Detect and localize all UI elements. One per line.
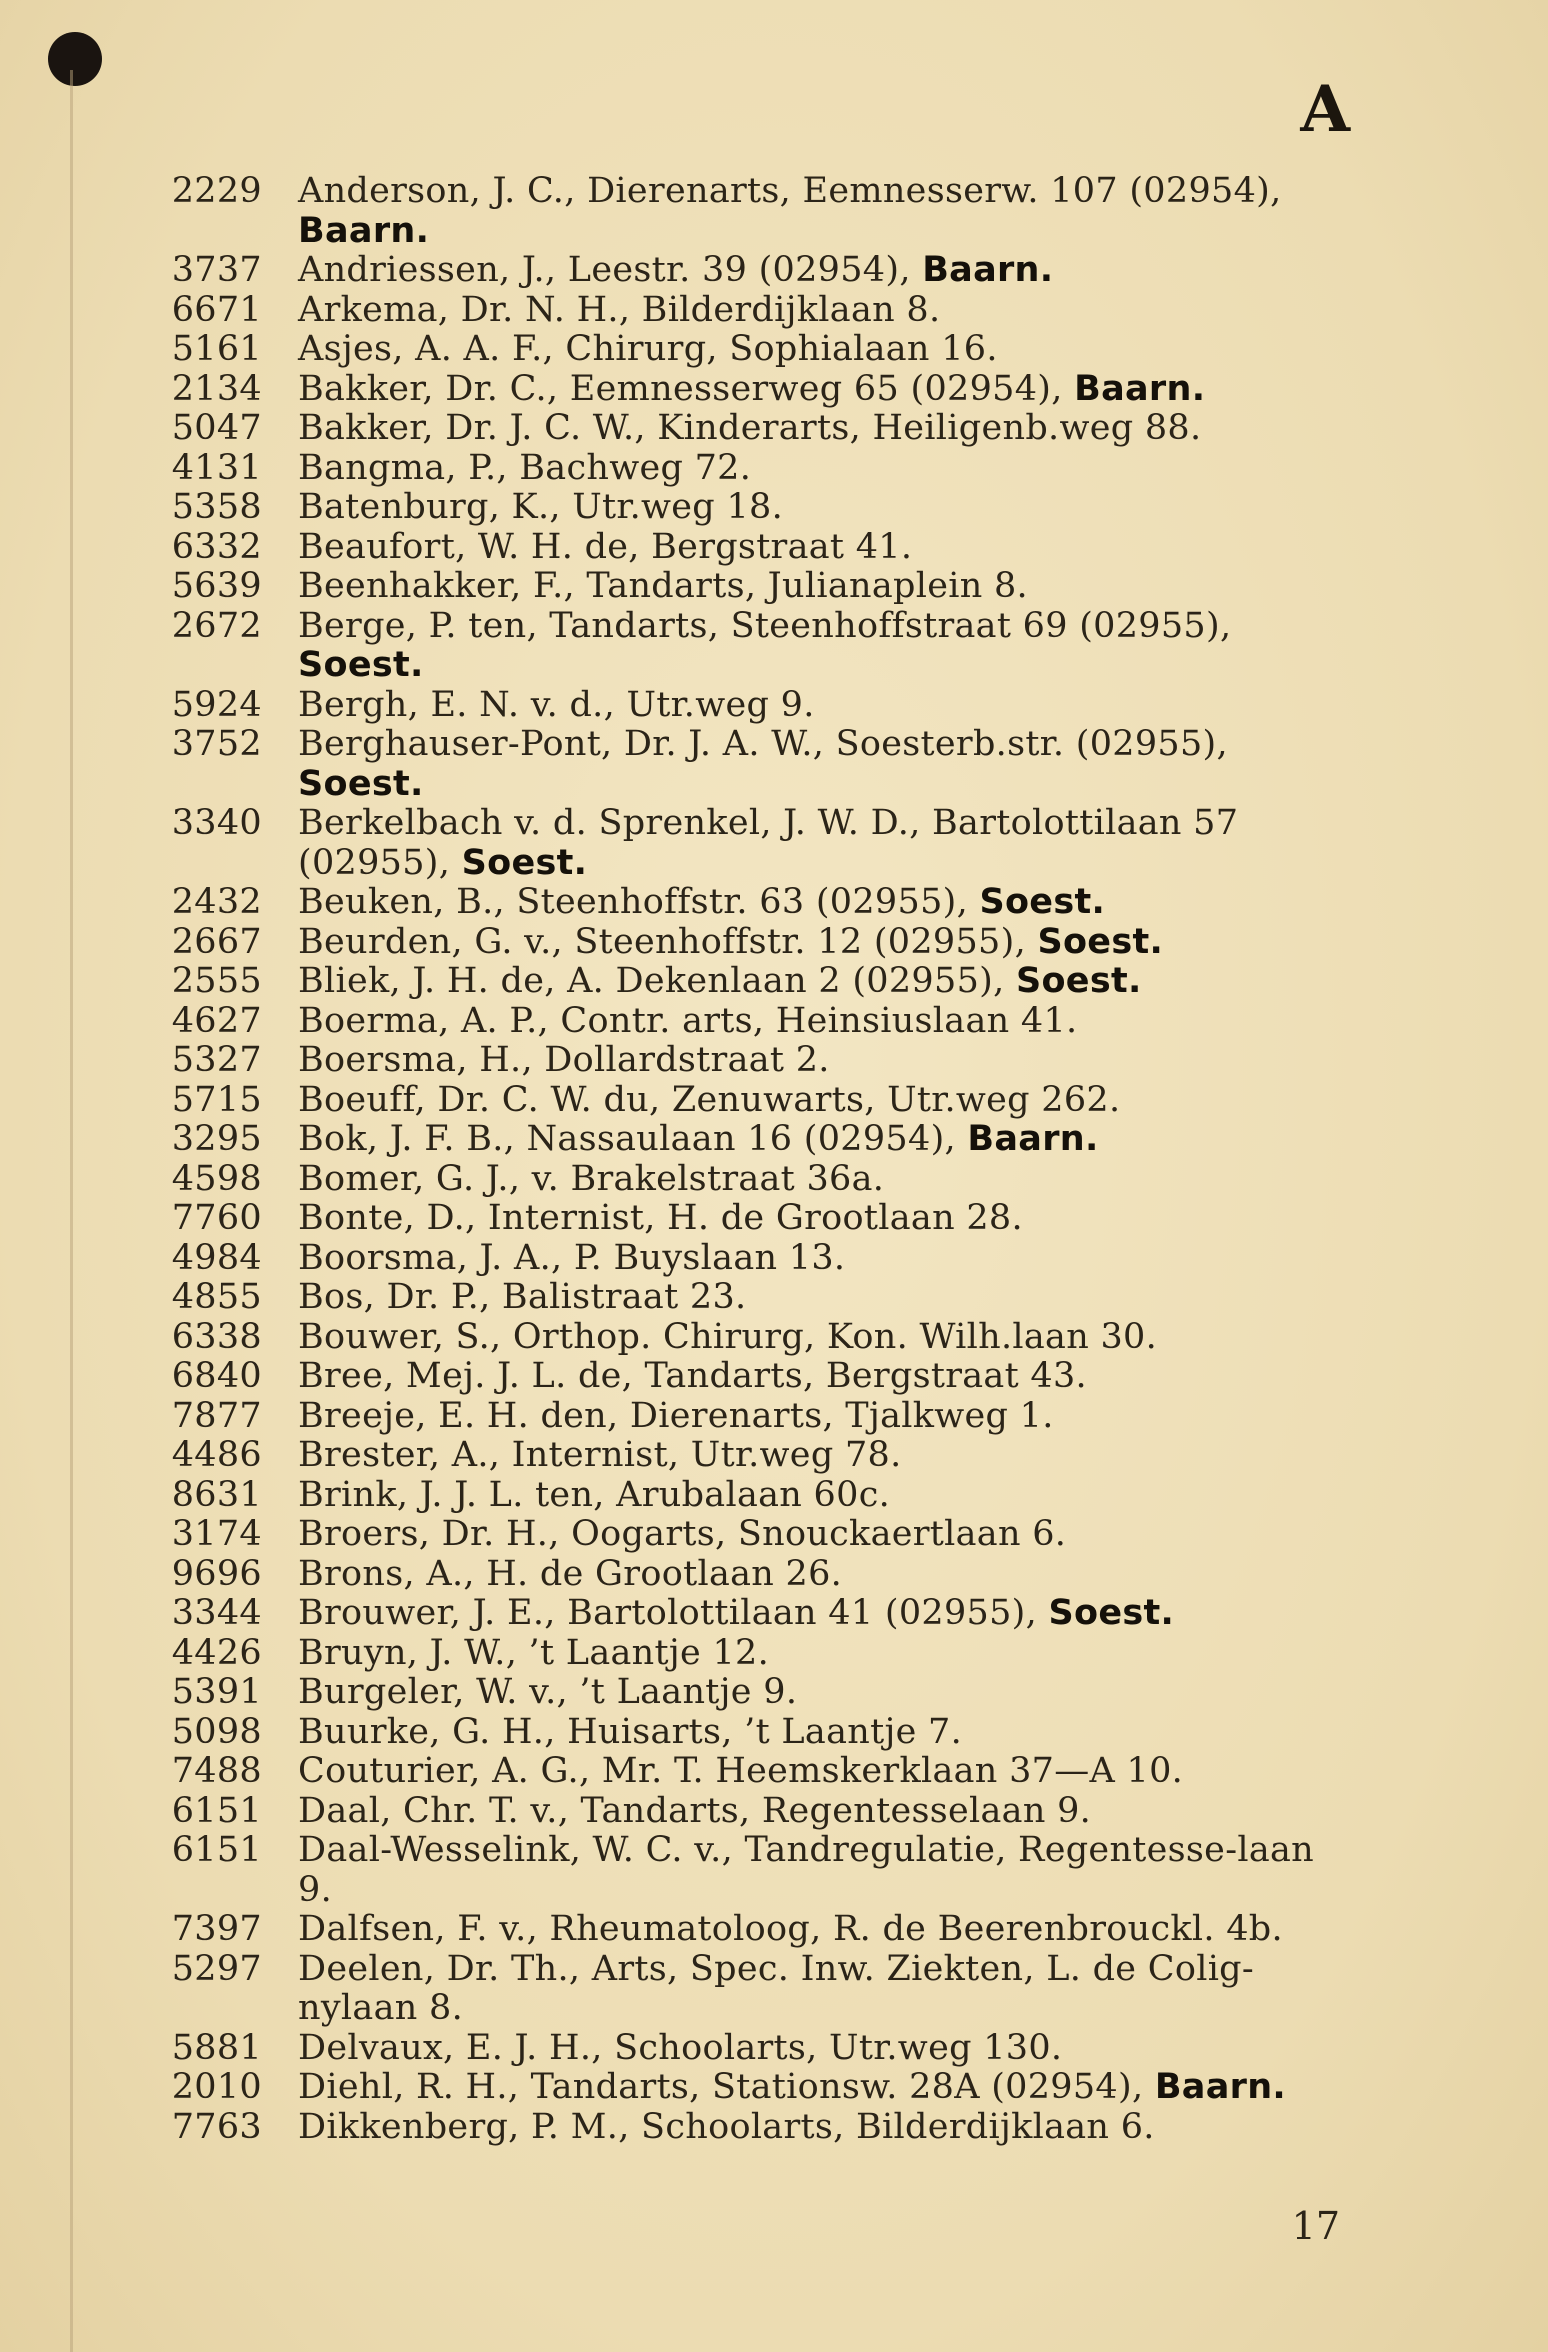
entry-number: 3174 — [171, 1514, 262, 1554]
list-item — [166, 1160, 1356, 1200]
entry-number: 9696 — [171, 1553, 262, 1594]
list-item — [166, 1278, 1356, 1318]
entry-text: Bok, J. F. B., Nassaulaan 16 (02954), — [298, 1119, 956, 1159]
list-item — [166, 1239, 1356, 1279]
entry-text: Batenburg, K., Utr.weg 18. — [298, 487, 783, 527]
entry-text: Brink, J. J. L. ten, Arubalaan 60c. — [298, 1474, 891, 1515]
entry-number: 2134 — [171, 368, 262, 409]
list-item — [166, 528, 1356, 568]
entry-text: Andriessen, J., Leestr. 39 (02954), — [298, 250, 911, 290]
list-item — [166, 409, 1356, 449]
entry-number: 4426 — [171, 1632, 262, 1673]
entry-number: 4984 — [171, 1237, 262, 1278]
entry-number: 6338 — [171, 1316, 262, 1357]
entry-place: Baarn. — [1074, 368, 1206, 409]
entry-number: 5391 — [171, 1672, 262, 1712]
entry-number: 4486 — [171, 1435, 262, 1475]
list-item — [166, 1634, 1356, 1674]
entry-number: 8631 — [171, 1474, 262, 1515]
entry-number: 6151 — [171, 1830, 262, 1870]
list-item — [166, 1318, 1356, 1358]
entry-number: 3340 — [171, 803, 262, 843]
entry-text: Bakker, Dr. J. C. W., Kinderarts, Heiligenb.weg 88. — [298, 408, 1202, 448]
entry-number: 5358 — [171, 487, 262, 527]
list-item — [166, 1950, 1356, 2029]
list-item — [166, 1041, 1356, 1081]
list-item — [166, 1081, 1356, 1121]
list-item — [166, 883, 1356, 923]
binding-fold-line — [70, 70, 73, 2352]
entry-text: Broers, Dr. H., Oogarts, Snouckaertlaan 6. — [298, 1514, 1067, 1554]
directory-entries — [166, 172, 1356, 2147]
entry-number: 4598 — [171, 1158, 262, 1199]
entry-text: Arkema, Dr. N. H., Bilderdijklaan 8. — [298, 289, 941, 330]
entry-text: Bos, Dr. P., Balistraat 23. — [298, 1277, 747, 1317]
entry-text: Delvaux, E. J. H., Schoolarts, Utr.weg 130. — [298, 2027, 1063, 2068]
section-letter: A — [1300, 72, 1350, 147]
list-item — [166, 370, 1356, 410]
entry-text: Beenhakker, F., Tandarts, Julianaplein 8. — [298, 566, 1028, 606]
entry-place: Soest. — [1015, 961, 1142, 1001]
list-item — [166, 804, 1356, 883]
list-item — [166, 1910, 1356, 1950]
entry-number: 4855 — [171, 1277, 262, 1317]
list-item — [166, 1357, 1356, 1397]
binding-hole — [48, 32, 102, 86]
entry-number: 3752 — [171, 724, 262, 764]
entry-text: Bonte, D., Internist, H. de Grootlaan 28. — [298, 1198, 1023, 1238]
entry-place: Soest. — [979, 882, 1106, 922]
list-item — [166, 488, 1356, 528]
entry-number: 4627 — [171, 1000, 262, 1041]
entry-text: Dikkenberg, P. M., Schoolarts, Bilderdijklaan 6. — [298, 2106, 1155, 2147]
list-item — [166, 1673, 1356, 1713]
entry-number: 5639 — [171, 566, 262, 606]
entry-number: 5924 — [171, 684, 262, 725]
entry-text: Beurden, G. v., Steenhoffstr. 12 (02955), — [298, 921, 1027, 962]
list-item — [166, 1476, 1356, 1516]
list-item — [166, 1752, 1356, 1792]
list-item — [166, 1713, 1356, 1753]
entry-number: 2010 — [171, 2067, 262, 2107]
entry-text: Bakker, Dr. C., Eemnesserweg 65 (02954), — [298, 368, 1063, 409]
list-item — [166, 2029, 1356, 2069]
entry-number: 7397 — [171, 1909, 262, 1949]
entry-text: Daal, Chr. T. v., Tandarts, Regentesselaan 9. — [298, 1790, 1092, 1831]
entry-number: 7763 — [171, 2106, 262, 2147]
entry-text: Brester, A., Internist, Utr.weg 78. — [298, 1435, 902, 1475]
entry-place: Baarn. — [922, 250, 1054, 290]
list-item — [166, 1120, 1356, 1160]
entry-text: Diehl, R. H., Tandarts, Stationsw. 28A (02954), — [298, 2067, 1144, 2107]
entry-text: Brons, A., H. de Grootlaan 26. — [298, 1553, 843, 1594]
entry-text: Couturier, A. G., Mr. T. Heemskerklaan 37—A 10. — [298, 1751, 1184, 1791]
entry-number: 7877 — [171, 1395, 262, 1436]
entry-number: 3295 — [171, 1119, 262, 1159]
list-item — [166, 1002, 1356, 1042]
entry-text: Boersma, H., Dollardstraat 2. — [298, 1040, 830, 1080]
list-item — [166, 725, 1356, 804]
list-item — [166, 330, 1356, 370]
entry-text: Deelen, Dr. Th., Arts, Spec. Inw. Ziekten, L. de Colig-nylaan 8. — [298, 1948, 1255, 2028]
entry-number: 3737 — [171, 250, 262, 290]
list-item — [166, 1397, 1356, 1437]
entry-number: 2672 — [171, 605, 262, 646]
list-item — [166, 923, 1356, 963]
entry-text: Bliek, J. H. de, A. Dekenlaan 2 (02955), — [298, 961, 1005, 1001]
list-item — [166, 1594, 1356, 1634]
entry-number: 5881 — [171, 2027, 262, 2068]
entry-text: Anderson, J. C., Dierenarts, Eemnesserw. 107 (02954), — [298, 171, 1282, 211]
list-item — [166, 567, 1356, 607]
entry-number: 5715 — [171, 1079, 262, 1120]
entry-text: Beuken, B., Steenhoffstr. 63 (02955), — [298, 882, 969, 922]
list-item — [166, 1515, 1356, 1555]
entry-number: 6671 — [171, 289, 262, 330]
page-number: 17 — [1291, 2204, 1340, 2248]
entry-number: 6840 — [171, 1356, 262, 1396]
list-item — [166, 2108, 1356, 2148]
entry-place: Baarn. — [298, 210, 430, 251]
entry-place: Soest. — [461, 842, 588, 883]
entry-number: 5098 — [171, 1711, 262, 1752]
entry-number: 3344 — [171, 1593, 262, 1633]
entry-text: Burgeler, W. v., ’t Laantje 9. — [298, 1672, 798, 1712]
entry-place: Baarn. — [967, 1119, 1099, 1159]
entry-text: Berghauser-Pont, Dr. J. A. W., Soesterb.str. (02955), — [298, 724, 1228, 764]
entry-number: 5327 — [171, 1040, 262, 1080]
entry-number: 2229 — [171, 171, 262, 211]
entry-text: Boorsma, J. A., P. Buyslaan 13. — [298, 1237, 846, 1278]
list-item — [166, 607, 1356, 686]
list-item — [166, 1831, 1356, 1910]
entry-text: Berkelbach v. d. Sprenkel, J. W. D., Bartolottilaan 57 (02955), — [298, 803, 1239, 883]
entry-text: Boeuff, Dr. C. W. du, Zenuwarts, Utr.weg 262. — [298, 1079, 1121, 1120]
entry-text: Beaufort, W. H. de, Bergstraat 41. — [298, 526, 913, 567]
entry-text: Bangma, P., Bachweg 72. — [298, 447, 752, 488]
list-item — [166, 1199, 1356, 1239]
entry-number: 5161 — [171, 329, 262, 369]
entry-number: 7488 — [171, 1751, 262, 1791]
entry-number: 6151 — [171, 1790, 262, 1831]
list-item — [166, 449, 1356, 489]
entry-text: Dalfsen, F. v., Rheumatoloog, R. de Beerenbrouckl. 4b. — [298, 1909, 1283, 1949]
list-item — [166, 172, 1356, 251]
entry-text: Bomer, G. J., v. Brakelstraat 36a. — [298, 1158, 885, 1199]
entry-number: 5047 — [171, 408, 262, 448]
list-item — [166, 962, 1356, 1002]
entry-number: 7760 — [171, 1198, 262, 1238]
entry-number: 2667 — [171, 921, 262, 962]
list-item — [166, 291, 1356, 331]
entry-text: Asjes, A. A. F., Chirurg, Sophialaan 16. — [298, 329, 998, 369]
entry-place: Baarn. — [1154, 2067, 1287, 2107]
entry-number: 5297 — [171, 1948, 262, 1989]
entry-number: 4131 — [171, 447, 262, 488]
list-item — [166, 251, 1356, 291]
list-item — [166, 1555, 1356, 1595]
entry-text: Breeje, E. H. den, Dierenarts, Tjalkweg 1. — [298, 1395, 1054, 1436]
entry-text: Bergh, E. N. v. d., Utr.weg 9. — [298, 684, 815, 725]
entry-place: Soest. — [1037, 921, 1164, 962]
list-item — [166, 686, 1356, 726]
entry-number: 2555 — [171, 961, 262, 1001]
entry-text: Bree, Mej. J. L. de, Tandarts, Bergstraat 43. — [298, 1356, 1087, 1396]
entry-text: Berge, P. ten, Tandarts, Steenhoffstraat 69 (02955), — [298, 605, 1232, 646]
entry-place: Soest. — [298, 763, 424, 804]
entry-text: Brouwer, J. E., Bartolottilaan 41 (02955), — [298, 1593, 1038, 1633]
entry-place: Soest. — [298, 645, 424, 685]
entry-text: Daal-Wesselink, W. C. v., Tandregulatie, Regentesse-laan 9. — [298, 1830, 1314, 1910]
entry-text: Boerma, A. P., Contr. arts, Heinsiuslaan 41. — [298, 1000, 1078, 1041]
list-item — [166, 2068, 1356, 2108]
entry-number: 6332 — [171, 526, 262, 567]
list-item — [166, 1792, 1356, 1832]
entry-number: 2432 — [171, 882, 262, 922]
entry-text: Bruyn, J. W., ’t Laantje 12. — [298, 1632, 770, 1673]
list-item — [166, 1436, 1356, 1476]
entry-text: Buurke, G. H., Huisarts, ’t Laantje 7. — [298, 1711, 963, 1752]
entry-text: Bouwer, S., Orthop. Chirurg, Kon. Wilh.laan 30. — [298, 1316, 1158, 1357]
entry-place: Soest. — [1048, 1593, 1175, 1633]
